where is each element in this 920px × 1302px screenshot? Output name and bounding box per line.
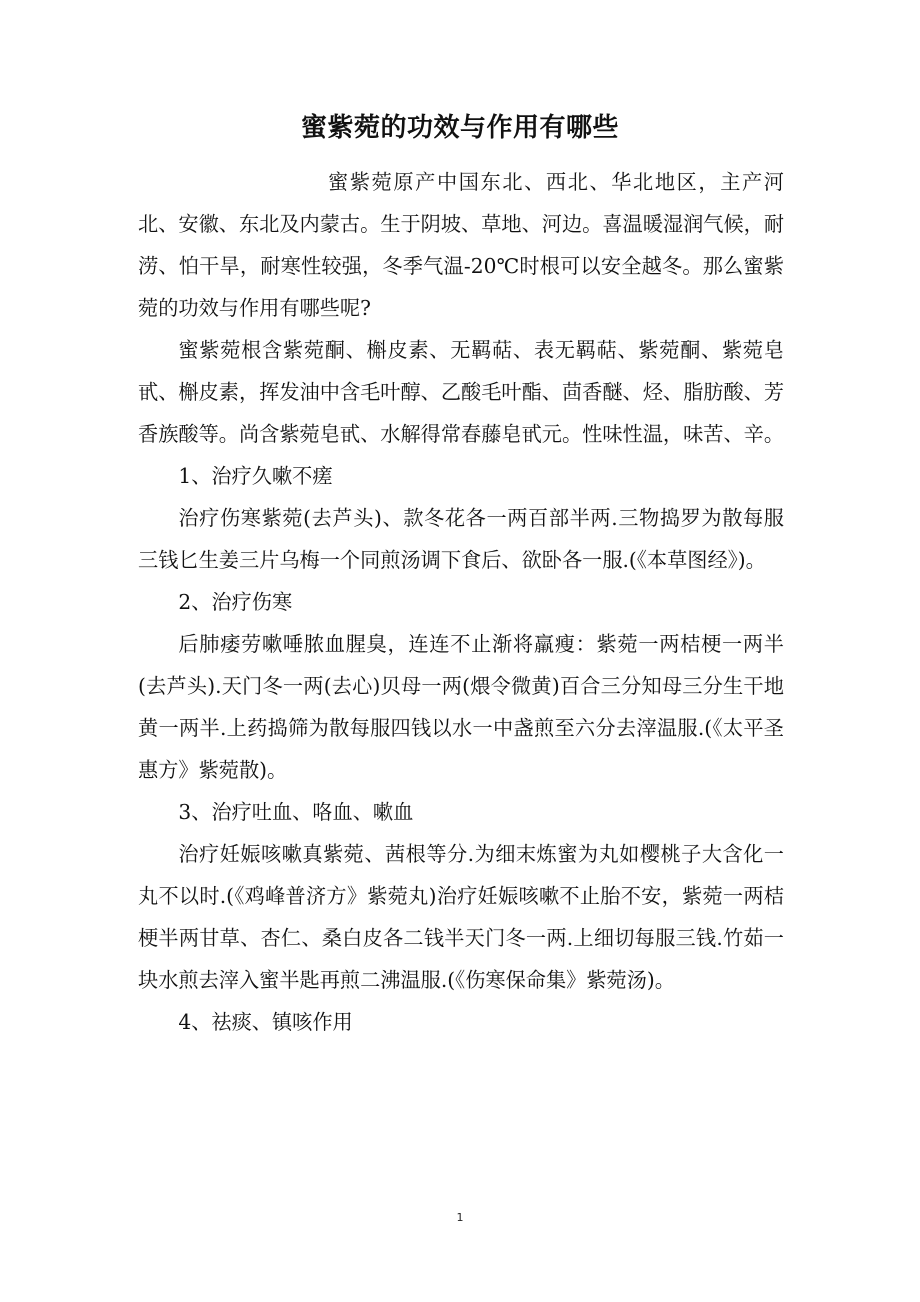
section-heading-1: 1、治疗久嗽不瘥 <box>178 464 333 488</box>
page-title: 蜜紫菀的功效与作用有哪些 <box>300 113 619 143</box>
page-number: 1 <box>456 1211 464 1224</box>
components-paragraph: 蜜紫菀根含紫菀酮、槲皮素、无羁萜、表无羁萜、紫菀酮、紫菀皂甙、槲皮素，挥发油中含毛叶醇、乙酸毛叶酯、茴香醚、烃、脂肪酸、芳香族酸等。尚含紫菀皂甙、水解得常春藤皂甙元。性味性温，味苦、辛。 <box>138 338 785 446</box>
section-heading-4: 4、祛痰、镇咳作用 <box>178 1010 353 1034</box>
section-heading-2: 2、治疗伤寒 <box>178 590 293 614</box>
section-text-2: 后肺痿劳嗽唾脓血腥臭，连连不止渐将羸瘦：紫菀一两桔梗一两半(去芦头).天门冬一两(去心)贝母一两(煨令微黄)百合三分知母三分生干地黄一两半.上药捣筛为散每服四钱以水一中盏煎至六分去滓温服.(《太平圣惠方》紫菀散)。 <box>138 632 784 782</box>
intro-paragraph: 蜜紫菀原产中国东北、西北、华北地区，主产河北、安徽、东北及内蒙古。生于阴坡、草地、河边。喜温暖湿润气候，耐涝、怕干旱，耐寒性较强，冬季气温-20℃时根可以安全越冬。那么蜜紫菀的功效与作用有哪些呢? <box>138 170 785 320</box>
section-text-1: 治疗伤寒紫菀(去芦头)、款冬花各一两百部半两.三物捣罗为散每服三钱匕生姜三片乌梅一个同煎汤调下食后、欲卧各一服.(《本草图经》)。 <box>138 506 784 572</box>
section-heading-3: 3、治疗吐血、咯血、嗽血 <box>178 800 414 824</box>
section-text-3: 治疗妊娠咳嗽真紫菀、茜根等分.为细末炼蜜为丸如樱桃子大含化一丸不以时.(《鸡峰普济方》紫菀丸)治疗妊娠咳嗽不止胎不安，紫菀一两桔梗半两甘草、杏仁、桑白皮各二钱半天门冬一两.上细切每服三钱.竹茹一块水煎去滓入蜜半匙再煎二沸温服.(《伤寒保命集》紫菀汤)。 <box>138 842 784 992</box>
document-body <box>138 161 784 1043</box>
